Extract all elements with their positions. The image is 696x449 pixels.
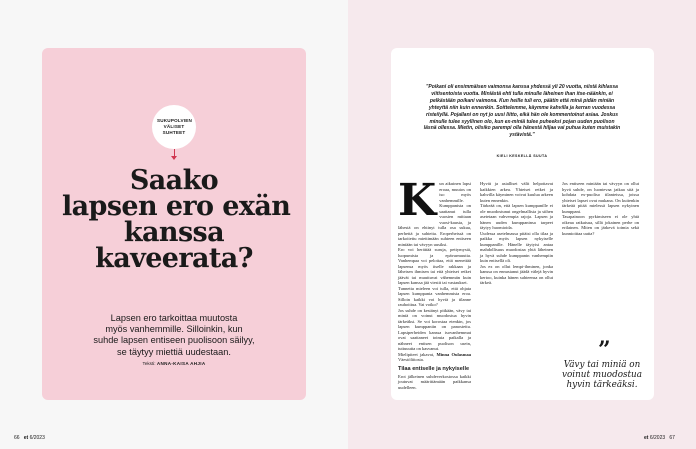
expert-name: Minna Oulasmaa [436,351,471,357]
quotation-mark-icon: ” [598,337,611,363]
byline-author: ANNA-KAISA AHJIA [156,361,206,366]
article-headline [62,165,291,274]
arrow-down-icon [171,156,177,160]
page-number: 67 [669,435,675,441]
paragraph-text: Mielipiteet jakavat, [398,351,435,357]
topic-tag-line1: SUKUPOLVIEN [157,118,193,123]
magazine-name: et [23,435,29,441]
page-number-left [14,435,45,441]
paragraph: Jos ex on ollut lempi-ihminen, jonka kanssa on ennustanut jäädä välejä hyvin kertoo, kuinka hänen suhteensa on ollut tärkeä. [480,263,553,285]
reader-letter-quote: "Poikani oli ensimmäisen vaimonsa kanssa yhdessä yli 20 vuotta, niistä kihlassa viitisentoista vuotta. Miniästä ehti tulla minulle läheinen ihan itse-näänkin, ei pelkästään poikani vaimona. Kun heille tuli ero, päätin että minä pidän miniän yhteyttä niin kuin ennenkin. Soittelemme, käymme kahvilla ja kerran vuodessa risteilyllä. Pojallani on nyt jo uusi liitto, eikä hän ole kommentoinut asiaa. Joskus minulle tulee syyllinen olo, kun ex-miniä tulee puheeksi pojan uuden puolison läsnä ollessa. Mietin, olisiko parempi olla hänestä hiljaa vai puhua kuten muistakin ystävistä." [423,84,621,139]
headline-line: kaveerata? [95,243,253,274]
paragraph: un aikuinen lapsi eroaa, muutos on iso myös vanhemmille. Kumppanista on saattanut tulla vuosien mittaan vuosi-kausia, ja lähestä on ehtinyt tulla osa sukua, perhettä ja suhteita. Eroperheissä on tarkoitettu miettimään suhteen entiseen miniään tai vävyyn uusiksi. [398,181,471,247]
page-number: 66 [14,435,20,441]
paragraph: Tunnetta mieleen voi tulla, että ohjata lapsen kumppania vanhemmista eroa. Silloin kaikki voi hyviä ja tilanne rauhoittua. Vai voiko? [398,285,471,307]
lede-line: se täytyy miettiä uudestaan. [117,346,231,357]
lede-line: Lapsen ero tarkoittaa muutosta [110,313,238,323]
headline-line: lapsen ero exän [62,191,291,222]
paragraph: Erot jälkeinen suhdeverkostossa kaikki joutuvat määrittämään paikkansa uudelleen. [398,373,471,390]
article-column-1 [398,175,471,390]
article-column-3 [562,181,639,236]
byline [62,361,286,366]
page-number-right [644,435,675,441]
drop-cap: K [398,175,437,226]
paragraph: Uudessa asetelmassa pitäisi olla tilaa ja paikka myös lapsen nykyiselle kumppanille. Hänelle täytyisi antaa mahdollisuus muodostaa yhtä läheinen ja hyvä suhde kumppanin vanhempiin kuin entisellä oli. [480,230,553,263]
lede-line: myös vanhemmille. Silloinkin, kun [105,324,243,335]
paragraph-text: Väestöliitosta. [398,357,424,362]
highlight-quote: Vävy tai miniä on voinut muodostua hyvin tärkeäksi. [562,360,642,390]
byline-label: Teksti: [142,361,156,366]
headline-line: Saako [129,165,219,196]
magazine-name: et [644,435,649,441]
paragraph: Jos suhde on kestänyt pitkään, vävy tai miniä on voinut muodostua hyvin tärkeäksi. Se voi korostaa etenkin, jos lapsen kumppaniin on panostettu. Lapsiperheiden kanssa isovanhemmat ovat saattaneet toimia paikalla ja nähneet entisen puolison usein, tuttuuutta on kasvanut. [398,307,471,351]
paragraph [398,352,471,363]
article-lede [62,313,286,358]
topic-tag-line2: VÄLISET [163,124,185,129]
reader-letter-signature: KIELI KESKELLÄ SUUTA [496,154,548,158]
topic-tag-label [157,118,191,136]
paragraph: Ero voi herättää suruja, pettymystä, luopumista ja epävarmuutta. Vanhempaa voi pelottaa, että menettää lapsensa myös itselle rakkaan ja läheisen ihmisen tai että yhteiset retket jäävät tai muuttuvat vähemmän kuin lapsen kanssa jää viestit tai vastaukset. [398,247,471,285]
topic-tag-line3: SUHTEET [162,130,186,135]
paragraph: Tasapainoon pyrkimiseen ei ole yhtä oikeaa ratkaisua, sillä jokainen perhe on erilainen. Miten on järkevä toimia sekä kunnioittaa uutta? [562,214,639,236]
section-subheading: Tilaa entiselle ja nykyiselle [398,365,470,372]
headline-line: kanssa [123,217,225,248]
paragraph: Jos entiseen miniään tai vävyyn on ollut hyvä suhde, on luontevaa jatkaa sitä ja kohdata ex-puoliso tilanteissa, joissa yhteiset lapset ovat mukana. On kuitenkin tärkeää pitää mielessä lapsen nykyinen kumppani. [562,181,639,214]
paragraph: Hyvät ja asialliset välit helpottavat kaikkien arkea. Yhteiset retket ja kahvilla käyminen voivat kuulua arkeen kuten ennenkin. [480,181,553,203]
paragraph: Tärkeää on, että lapsen kumppanille ei ole muodostunut ongelmallisia ja siihen asetetaan vahvempia rajoja. Lapsen ja hänen uuden kumppaninsa tarpeet täytyy huomioida. [480,203,553,230]
topic-tag [152,105,196,149]
issue-number: 6/2023 [29,435,45,441]
article-column-2 [480,181,553,286]
issue-number: 6/2023 [649,435,666,441]
lede-line: suhde lapsen entiseen puolisoon säilyy, [93,335,255,346]
